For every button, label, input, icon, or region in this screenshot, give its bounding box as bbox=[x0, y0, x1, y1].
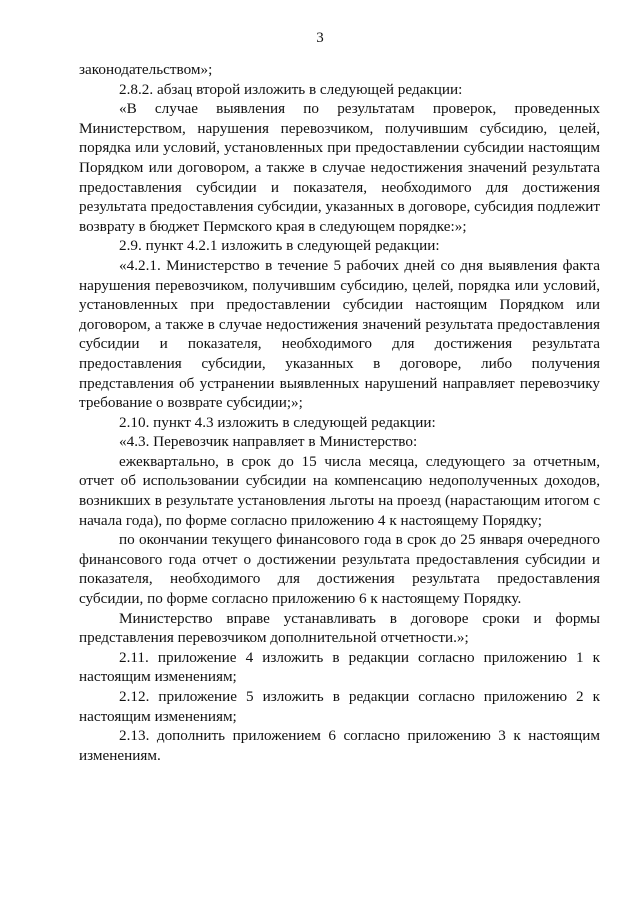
paragraph-4: 2.9. пункт 4.2.1 изложить в следующей редакции: bbox=[119, 237, 440, 255]
paragraph-9: по окончании текущего финансового года в срок до 25 января очередного финансового года отчет о достижении результата предоставления субсидии и показателя, необходимого для достижения результата предоставления субсидии, по форме согласно приложению 6 к настоящему Порядку. bbox=[79, 531, 600, 608]
paragraph-2: 2.8.2. абзац второй изложить в следующей редакции: bbox=[119, 80, 463, 98]
paragraph-3: «В случае выявления по результатам проверок, проведенных Министерством, нарушения перевозчиком, получившим субсидию, целей, порядка или условий, установленных при предоставлении субсидии настоящим Порядком или договором, а также в случае недостижения значений результата предоставления субсидии и показателя, необходимого для достижения результата предоставления субсидии, указанных в договоре, субсидия подлежит возврату в бюджет Пермского края в следующем порядке:»; bbox=[79, 100, 600, 235]
document-body bbox=[79, 60, 600, 765]
paragraph-13: 2.13. дополнить приложением 6 согласно приложению 3 к настоящим изменениям. bbox=[79, 727, 600, 764]
paragraph-10: Министерство вправе устанавливать в договоре сроки и формы представления перевозчиком дополнительной отчетности.»; bbox=[79, 609, 600, 647]
paragraph-12: 2.12. приложение 5 изложить в редакции согласно приложению 2 к настоящим изменениям; bbox=[79, 688, 600, 725]
paragraph-11: 2.11. приложение 4 изложить в редакции согласно приложению 1 к настоящим изменениям; bbox=[79, 648, 600, 686]
paragraph-5: «4.2.1. Министерство в течение 5 рабочих дней со дня выявления факта нарушения перевозчиком, получившим субсидию, целей, порядка или условий, установленных при предоставлении субсидии настоящим Порядком или договором, а также в случае недостижения значений результата предоставления субсидии и показателя, необходимого для достижения результата предоставления субсидии, указанных в договоре, либо получения представления об устранении выявленных нарушений направляет перевозчику требование о возврате субсидии;»; bbox=[79, 256, 600, 412]
paragraph-6: 2.10. пункт 4.3 изложить в следующей редакции: bbox=[119, 413, 436, 431]
page-number: 3 bbox=[316, 30, 324, 46]
paragraph-1: законодательством»; bbox=[79, 61, 213, 78]
paragraph-8: ежеквартально, в срок до 15 числа месяца, следующего за отчетным, отчет об использовании субсидии на компенсацию недополученных доходов, возникших в результате установления льготы на проезд (нарастающим итогом с начала года), по форме согласно приложению 4 к настоящему Порядку; bbox=[79, 452, 600, 529]
paragraph-7: «4.3. Перевозчик направляет в Министерство: bbox=[119, 433, 418, 451]
